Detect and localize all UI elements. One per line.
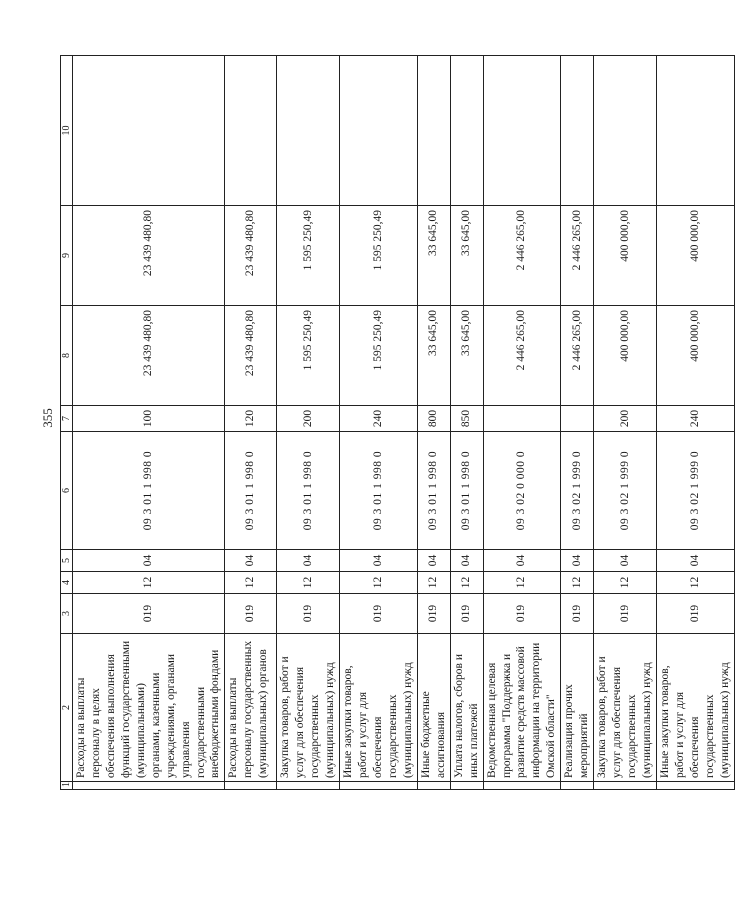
row-name-cell: Расходы на выплаты персоналу государственных (муниципальных) органов xyxy=(225,634,277,782)
amount-planned-cell: 23 439 480,80 xyxy=(225,206,277,306)
table-body xyxy=(61,56,735,790)
section-cell: 12 xyxy=(450,572,483,594)
table-row xyxy=(417,56,450,790)
ministry-code-cell: 019 xyxy=(656,594,734,634)
amount-cell: 400 000,00 xyxy=(656,306,734,406)
amount-planned-cell: 400 000,00 xyxy=(594,206,657,306)
column-number-9: 9 xyxy=(61,206,73,306)
ministry-code-cell: 019 xyxy=(561,594,594,634)
column-number-8: 8 xyxy=(61,306,73,406)
subsection-cell: 04 xyxy=(656,550,734,572)
amount-cell: 400 000,00 xyxy=(594,306,657,406)
section-cell: 12 xyxy=(73,572,225,594)
row-name-cell: Расходы на выплаты персоналу в целях обеспечения выполнения функций государственными (муниципальными) органами, казенными учреждениями, органами управления государственными внебюджетными фондами xyxy=(73,634,225,782)
col10-cell xyxy=(450,56,483,206)
target-article-cell: 09 3 01 1 998 0 xyxy=(73,432,225,550)
column-number-10: 10 xyxy=(61,56,73,206)
column-number-2: 2 xyxy=(61,634,73,782)
budget-table xyxy=(60,55,735,790)
expense-type-cell xyxy=(561,406,594,432)
amount-planned-cell: 2 446 265,00 xyxy=(483,206,561,306)
subsection-cell: 04 xyxy=(225,550,277,572)
target-article-cell: 09 3 02 1 999 0 xyxy=(561,432,594,550)
amount-cell: 33 645,00 xyxy=(417,306,450,406)
ministry-code-cell: 019 xyxy=(73,594,225,634)
table-row xyxy=(73,56,225,790)
row-index-cell xyxy=(483,782,561,790)
col10-cell xyxy=(483,56,561,206)
table-row xyxy=(483,56,561,790)
subsection-cell: 04 xyxy=(450,550,483,572)
ministry-code-cell: 019 xyxy=(225,594,277,634)
target-article-cell: 09 3 01 1 998 0 xyxy=(340,432,418,550)
row-name-cell: Иные бюджетные ассигнования xyxy=(417,634,450,782)
section-cell: 12 xyxy=(417,572,450,594)
col10-cell xyxy=(417,56,450,206)
table-row xyxy=(561,56,594,790)
amount-planned-cell: 2 446 265,00 xyxy=(561,206,594,306)
section-cell: 12 xyxy=(594,572,657,594)
row-name-cell: Ведомственная целевая программа "Поддержка и развитие средств массовой информации на территории Омской области" xyxy=(483,634,561,782)
column-number-3: 3 xyxy=(61,594,73,634)
table-row xyxy=(340,56,418,790)
target-article-cell: 09 3 01 1 998 0 xyxy=(225,432,277,550)
column-number-7: 7 xyxy=(61,406,73,432)
column-number-header-row xyxy=(61,56,73,790)
section-cell: 12 xyxy=(340,572,418,594)
col10-cell xyxy=(594,56,657,206)
expense-type-cell: 800 xyxy=(417,406,450,432)
amount-cell: 2 446 265,00 xyxy=(483,306,561,406)
subsection-cell: 04 xyxy=(417,550,450,572)
ministry-code-cell: 019 xyxy=(340,594,418,634)
amount-planned-cell: 1 595 250,49 xyxy=(340,206,418,306)
column-number-1: 1 xyxy=(61,782,73,790)
page-number: 355 xyxy=(40,408,55,428)
table-row xyxy=(594,56,657,790)
row-index-cell xyxy=(277,782,340,790)
amount-cell: 23 439 480,80 xyxy=(73,306,225,406)
rotated-table-container xyxy=(60,56,731,790)
row-name-cell: Уплата налогов, сборов и иных платежей xyxy=(450,634,483,782)
expense-type-cell: 200 xyxy=(277,406,340,432)
subsection-cell: 04 xyxy=(340,550,418,572)
row-name-cell: Закупка товаров, работ и услуг для обеспечения государственных (муниципальных) нужд xyxy=(277,634,340,782)
target-article-cell: 09 3 02 1 999 0 xyxy=(656,432,734,550)
row-name-cell: Реализация прочих мероприятий xyxy=(561,634,594,782)
row-index-cell xyxy=(594,782,657,790)
expense-type-cell: 850 xyxy=(450,406,483,432)
expense-type-cell: 240 xyxy=(340,406,418,432)
table-row xyxy=(225,56,277,790)
col10-cell xyxy=(656,56,734,206)
expense-type-cell: 120 xyxy=(225,406,277,432)
target-article-cell: 09 3 02 0 000 0 xyxy=(483,432,561,550)
row-index-cell xyxy=(417,782,450,790)
row-name-cell: Иные закупки товаров, работ и услуг для обеспечения государственных (муниципальных) нужд xyxy=(340,634,418,782)
subsection-cell: 04 xyxy=(277,550,340,572)
subsection-cell: 04 xyxy=(594,550,657,572)
expense-type-cell xyxy=(483,406,561,432)
expense-type-cell: 240 xyxy=(656,406,734,432)
row-index-cell xyxy=(450,782,483,790)
subsection-cell: 04 xyxy=(73,550,225,572)
row-index-cell xyxy=(656,782,734,790)
column-number-6: 6 xyxy=(61,432,73,550)
col10-cell xyxy=(561,56,594,206)
row-index-cell xyxy=(73,782,225,790)
target-article-cell: 09 3 01 1 998 0 xyxy=(277,432,340,550)
row-index-cell xyxy=(340,782,418,790)
expense-type-cell: 100 xyxy=(73,406,225,432)
amount-cell: 2 446 265,00 xyxy=(561,306,594,406)
section-cell: 12 xyxy=(561,572,594,594)
column-number-4: 4 xyxy=(61,572,73,594)
subsection-cell: 04 xyxy=(561,550,594,572)
table-row xyxy=(450,56,483,790)
ministry-code-cell: 019 xyxy=(417,594,450,634)
col10-cell xyxy=(340,56,418,206)
expense-type-cell: 200 xyxy=(594,406,657,432)
amount-planned-cell: 33 645,00 xyxy=(417,206,450,306)
ministry-code-cell: 019 xyxy=(450,594,483,634)
subsection-cell: 04 xyxy=(483,550,561,572)
ministry-code-cell: 019 xyxy=(594,594,657,634)
target-article-cell: 09 3 02 1 999 0 xyxy=(594,432,657,550)
table-row xyxy=(277,56,340,790)
amount-planned-cell: 400 000,00 xyxy=(656,206,734,306)
amount-planned-cell: 33 645,00 xyxy=(450,206,483,306)
row-name-cell: Иные закупки товаров, работ и услуг для обеспечения государственных (муниципальных) нужд xyxy=(656,634,734,782)
amount-cell: 1 595 250,49 xyxy=(340,306,418,406)
amount-cell: 33 645,00 xyxy=(450,306,483,406)
ministry-code-cell: 019 xyxy=(277,594,340,634)
target-article-cell: 09 3 01 1 998 0 xyxy=(417,432,450,550)
amount-cell: 1 595 250,49 xyxy=(277,306,340,406)
amount-cell: 23 439 480,80 xyxy=(225,306,277,406)
column-number-5: 5 xyxy=(61,550,73,572)
section-cell: 12 xyxy=(656,572,734,594)
col10-cell xyxy=(225,56,277,206)
section-cell: 12 xyxy=(483,572,561,594)
amount-planned-cell: 1 595 250,49 xyxy=(277,206,340,306)
col10-cell xyxy=(73,56,225,206)
section-cell: 12 xyxy=(225,572,277,594)
section-cell: 12 xyxy=(277,572,340,594)
table-row xyxy=(656,56,734,790)
amount-planned-cell: 23 439 480,80 xyxy=(73,206,225,306)
row-index-cell xyxy=(225,782,277,790)
target-article-cell: 09 3 01 1 998 0 xyxy=(450,432,483,550)
row-name-cell: Закупка товаров, работ и услуг для обеспечения государственных (муниципальных) нужд xyxy=(594,634,657,782)
col10-cell xyxy=(277,56,340,206)
ministry-code-cell: 019 xyxy=(483,594,561,634)
row-index-cell xyxy=(561,782,594,790)
